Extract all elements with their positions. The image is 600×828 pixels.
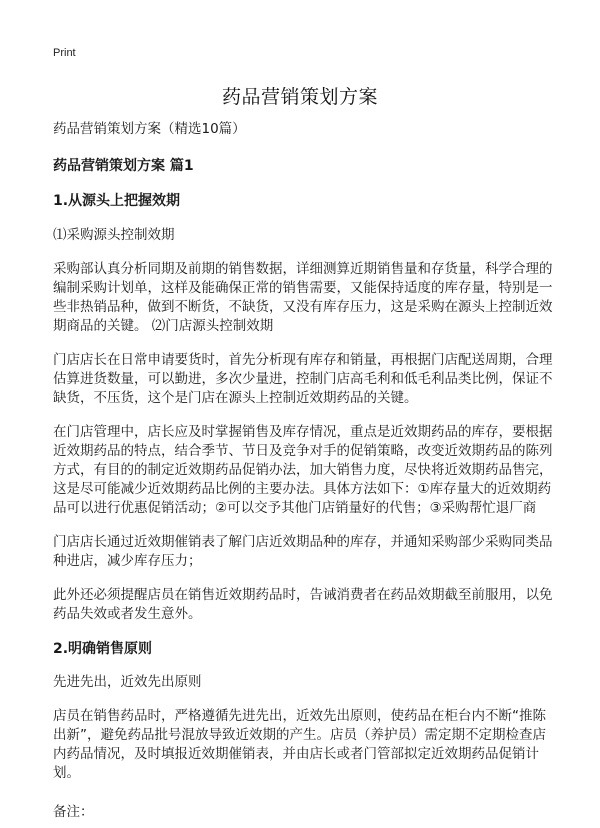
paragraph-staff-reminder: 此外还必须提醒店员在销售近效期药品时，告诫消费者在药品效期截至前服用，以免药品失效或者发生意外。	[53, 587, 553, 622]
print-label: Print	[53, 47, 76, 59]
note-label: 备注：	[53, 804, 94, 820]
paragraph-staff-sales: 店员在销售药品时，严格遵循先进先出，近效先出原则，使药品在柜台内不断“推陈出新”，避免药品批号混放导致近效期的产生。店员（养护员）需定期不定期检查店内药品情况，及时填报近效期催销表，并由店长或者门管部拟定近效期药品促销计划。	[53, 708, 546, 781]
paragraph-purchase: 采购部认真分析同期及前期的销售数据，详细测算近期销售量和存货量，科学合理的编制采购计划单，这样及能确保正常的销售需要，又能保持适度的库存量，特别是一些非热销品种，做到不断货，不缺货，又没有库存压力，这是采购在源头上控制近效期商品的关键。 ⑵门店源头控制效期	[53, 261, 553, 334]
paragraph-store-ordering: 门店店长在日常申请要货时，首先分析现有库存和销量，再根据门店配送周期，合理估算进货数量，可以勤进，多次少量进，控制门店高毛利和低毛利品类比例，保证不缺货，不压货，这个是门店在源头上控制近效期药品的关键。	[53, 352, 553, 406]
document-subtitle: 药品营销策划方案（精选10篇）	[53, 121, 246, 137]
document-title: 药品营销策划方案	[221, 86, 378, 108]
document-body	[53, 120, 553, 822]
paragraph-expiry-report: 门店店长通过近效期催销表了解门店近效期品种的库存，并通知采购部少采购同类品种进店，减少库存压力；	[53, 534, 553, 569]
section-heading: 药品营销策划方案 篇1	[53, 158, 194, 174]
item-purchase-control: ⑴采购源头控制效期	[53, 227, 175, 243]
item-fifo-principle: 先进先出，近效先出原则	[53, 674, 202, 690]
heading-source-control: 1.从源头上把握效期	[53, 193, 181, 209]
paragraph-store-management: 在门店管理中，店长应及时掌握销售及库存情况，重点是近效期药品的库存，要根据近效期药品的特点，结合季节、节日及竞争对手的促销策略，改变近效期药品的陈列方式，有目的的制定近效期药品促销办法，加大销售力度，尽快将近效期药品售完，这是尽可能减少近效期药品比例的主要办法。具体方法如下：①库存量大的近效期药品可以进行优惠促销活动；②可以交予其他门店销量好的代售；③采购帮忙退厂商	[53, 424, 553, 516]
heading-sales-principle: 2.明确销售原则	[53, 641, 153, 657]
